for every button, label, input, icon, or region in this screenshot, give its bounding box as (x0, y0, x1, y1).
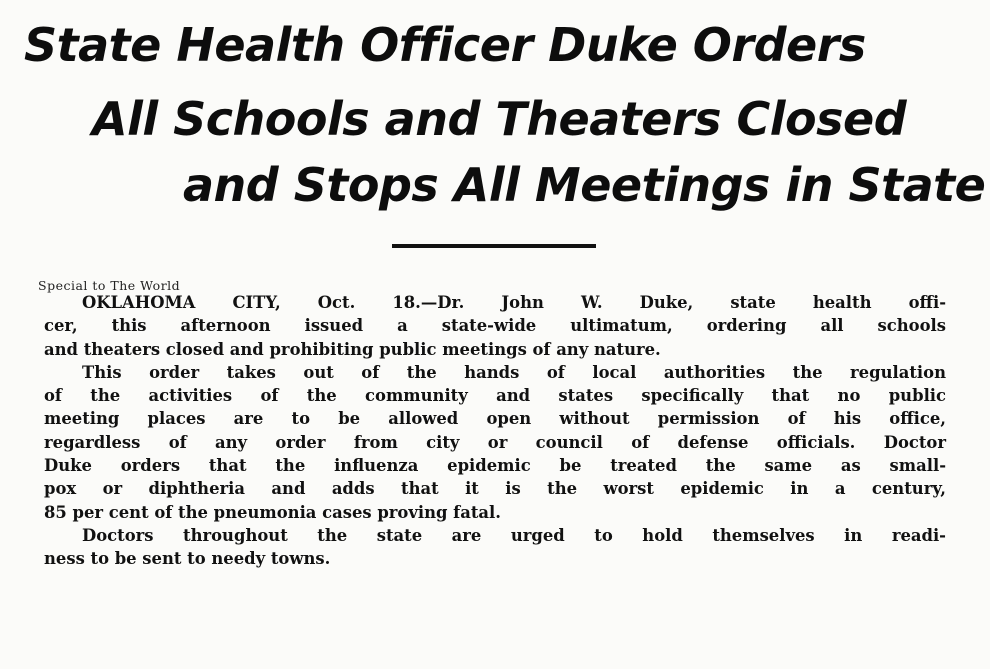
article-line: Duke orders that the influenza epidemic be treated the same as small- (44, 456, 946, 476)
article-paragraph (44, 291, 946, 361)
headline-line-3: and Stops All Meetings in State (183, 158, 986, 212)
article-line: ness to be sent to needy towns. (44, 549, 331, 569)
article-line: Doctors throughout the state are urged to hold themselves in readi- (82, 525, 946, 545)
headline-line-2: All Schools and Theaters Closed (92, 92, 907, 146)
headline-line-1: State Health Officer Duke Orders (24, 18, 866, 72)
headline-divider (392, 244, 596, 248)
article-paragraph (44, 524, 946, 571)
article-line: and theaters closed and prohibiting public meetings of any nature. (44, 339, 661, 359)
article-line: meeting places are to be allowed open without permission of his office, (44, 409, 946, 429)
article-paragraph (44, 361, 946, 524)
article-line: regardless of any order from city or council of defense officials. Doctor (44, 432, 946, 452)
article-line: OKLAHOMA CITY, Oct. 18.—Dr. John W. Duke, state health offi- (82, 293, 946, 312)
article-body (44, 291, 946, 571)
article-line: pox or diphtheria and adds that it is the worst epidemic in a century, (44, 479, 946, 499)
dateline: Special to The World (38, 278, 181, 293)
article-line: 85 per cent of the pneumonia cases proving fatal. (44, 502, 501, 522)
article-line: This order takes out of the hands of local authorities the regulation (82, 362, 946, 382)
article-line: cer, this afternoon issued a state-wide ultimatum, ordering all schools (44, 316, 946, 336)
article-line: of the activities of the community and states specifically that no public (44, 386, 946, 406)
